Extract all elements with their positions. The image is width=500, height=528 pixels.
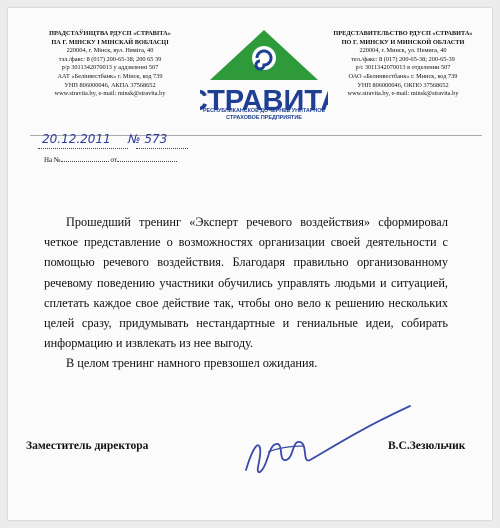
header-right-line: тел./факс: 8 (017) 200-65-38; 200-65-39 [351,55,455,63]
header-right-line: ОАО «Белинвестбанк» г. Минск, код 739 [348,72,458,80]
header-right-line: ПРЕДСТАВИТЕЛЬСТВО РДУСП «СТРАВИТА» [333,30,473,37]
header-right-russian [318,30,488,99]
letter-sheet [8,8,492,520]
number-line [136,148,188,149]
header-left-line: ПА Г. МІНСКУ І МІНСКАЙ ВОБЛАСЦІ [51,38,169,46]
header-left-line: тэл./факс: 8 (017) 200-65-38; 200 65 39 [58,55,162,63]
header-left-line: р/р 3011342070013 у аддзяленні 507 [61,64,159,72]
header-left-line: ААТ «Белінвестбанк» г. Мінск, код 739 [57,72,163,80]
ref-prefix: На № [44,156,61,164]
header-left-line: УНП 806000046, АКПА 37568652 [64,81,156,89]
header-left-line: 220004, г. Мінск, вул. Няміга, 40 [66,47,154,55]
header-right-line: www.stravita.by, e-mail: minsk@stravita.by [347,90,459,98]
number-value: 573 [144,132,168,146]
logo-wordmark: ТРАВИТ [207,85,321,117]
ref-from: от [110,156,117,164]
logo-subtitle: РЕСПУБЛИКАНСКОЕ ДОЧЕРНЕЕ УНИТАРНОЕ СТРАХОВОЕ ПРЕДПРИЯТИЕ [202,108,326,121]
letter-body [44,212,448,374]
company-logo [200,28,328,140]
signatory-name: В.С.Зезюльчик [388,440,466,452]
signatory-position: Заместитель директора [26,440,149,452]
header-left-line: www.stravita.by, e-mail: minsk@stravita.by [54,90,166,98]
body-paragraph: Прошедший тренинг «Эксперт речевого воздействия» сформировал четкое представление о возможностях организации своей деятельности с помощью речевого воздействия. Благодаря правильно организованному речевому поведению участники обучились управлять людьми и ситуацией, сплетать каждое свое действие так, чтобы оно вело к решению нескольких целей сразу, придумывать нестандартные и гениальные идеи, собирать информацию и извлекать из нее выгоду. [44,215,448,351]
header-left-line: ПРАДСТАЎНІЦТВА РДУСП «СТРАВІТА» [49,30,171,37]
header-right-line: 220004, г. Минск, ул. Немига, 40 [359,47,447,55]
reference-line [44,156,177,164]
header-left-belarusian [30,30,190,99]
number-prefix: № [128,132,141,146]
date-line [38,148,128,149]
body-paragraph: В целом тренинг намного превзошел ожидания. [66,356,318,371]
header-right-line: р/с 3011342070013 в отделении 507 [355,64,451,72]
handwritten-number [128,132,167,146]
header-right-line: ПО Г. МИНСКУ И МИНСКОЙ ОБЛАСТИ [341,38,465,46]
header-right-line: УНП 806000046, ОКПО 37568652 [357,81,449,89]
handwritten-date: 20.12.2011 [42,132,111,146]
